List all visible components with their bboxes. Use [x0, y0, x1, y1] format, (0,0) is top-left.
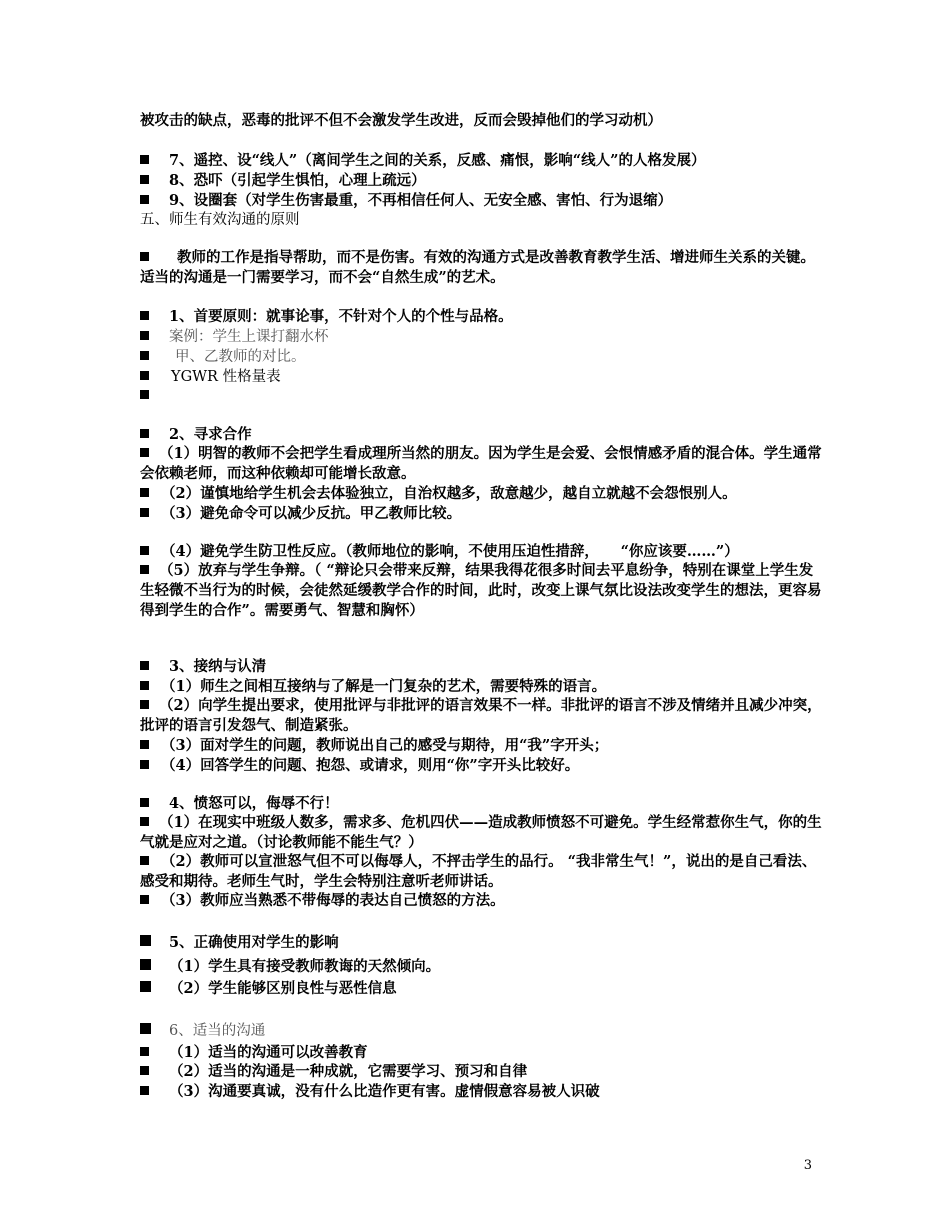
bullet-item: （1）适当的沟通可以改善教育 [140, 1043, 822, 1063]
square-bullet-icon [140, 195, 149, 204]
bullet-item: 7、遥控、设“线人”（离间学生之间的关系，反感、痛恨，影响“线人”的人格发展） [140, 151, 822, 171]
bullet-item: （4）避免学生防卫性反应。（教师地位的影响，不使用压迫性措辞， “你应该要……”） [140, 542, 822, 562]
square-bullet-icon [140, 856, 149, 865]
square-bullet-icon [140, 488, 149, 497]
bullet-item: YGWR 性格量表 [140, 367, 822, 387]
square-bullet-icon [140, 661, 149, 670]
bullet-item: （2）谨慎地给学生机会去体验独立，自治权越多，敌意越少，越自立就越不会怨恨别人。 [140, 484, 822, 504]
bullet-item: 5、正确使用对学生的影响 [140, 933, 822, 953]
square-bullet-icon [140, 681, 149, 690]
bullet-item: 3、接纳与认清 [140, 657, 822, 677]
square-bullet-icon [140, 935, 151, 946]
square-bullet-icon [140, 565, 149, 574]
bullet-item: （3）沟通要真诚，没有什么比造作更有害。虚情假意容易被人识破 [140, 1082, 822, 1102]
bullet-paragraph: （1）明智的教师不会把学生看成理所当然的朋友。因为学生是会爱、会恨情感矛盾的混合体。学生通常会依赖老师，而这种依赖却可能增长敌意。 [140, 445, 822, 482]
bullet-item: 9、设圈套（对学生伤害最重，不再相信任何人、无安全感、害怕、行为退缩） [140, 191, 822, 211]
square-bullet-icon [140, 351, 149, 360]
bullet-item: 甲、乙教师的对比。 [140, 347, 822, 367]
square-bullet-icon [140, 1023, 151, 1034]
square-bullet-icon [140, 508, 149, 517]
bullet-item: （1）师生之间相互接纳与了解是一门复杂的艺术，需要特殊的语言。 [140, 677, 822, 697]
bullet-item: （3）避免命令可以减少反抗。甲乙教师比较。 [140, 504, 822, 524]
bullet-item: 4、愤怒可以，侮辱不行！ [140, 794, 822, 814]
bullet-item-empty [140, 386, 822, 406]
bullet-item: 2、寻求合作 [140, 425, 822, 445]
bullet-item: （3）面对学生的问题，教师说出自己的感受与期待，用“我”字开头； [140, 736, 822, 756]
square-bullet-icon [140, 981, 151, 992]
section-heading: 五、师生有效沟通的原则 [140, 212, 300, 228]
square-bullet-icon [140, 448, 149, 457]
square-bullet-icon [140, 371, 149, 380]
square-bullet-icon [140, 175, 149, 184]
square-bullet-icon [140, 817, 149, 826]
square-bullet-icon [140, 1086, 149, 1095]
page-number: 3 [803, 1158, 812, 1173]
bullet-item: 6、适当的沟通 [140, 1021, 822, 1041]
bullet-item: （2）适当的沟通是一种成就，它需要学习、预习和自律 [140, 1062, 822, 1082]
square-bullet-icon [140, 155, 149, 164]
square-bullet-icon [140, 700, 149, 709]
bullet-item: 8、恐吓（引起学生惧怕，心理上疏远） [140, 171, 822, 191]
bullet-paragraph: （1）在现实中班级人数多，需求多、危机四伏——造成教师愤怒不可避免。学生经常惹你生气，你的生气就是应对之道。（讨论教师能不能生气？） [140, 814, 822, 851]
text-line: 被攻击的缺点，恶毒的批评不但不会激发学生改进，反而会毁掉他们的学习动机） [140, 112, 662, 129]
bullet-paragraph: （5）放弃与学生争辩。（ “辩论只会带来反辩，结果我得花很多时间去平息纷争，特别在课堂上学生发生轻微不当行为的时候，会徒然延缓教学合作的时间，此时，改变上课气氛比设法改变学生的想法，更容易得到学生的合作”。需要勇气、智慧和胸怀） [140, 562, 822, 619]
square-bullet-icon [140, 311, 149, 320]
bullet-item: 案例：学生上课打翻水杯 [140, 327, 822, 347]
bullet-item: （1）学生具有接受教师教诲的天然倾向。 [140, 957, 822, 977]
square-bullet-icon [140, 959, 151, 970]
square-bullet-icon [140, 546, 149, 555]
bullet-paragraph: （2）向学生提出要求，使用批评与非批评的语言效果不一样。非批评的语言不涉及情绪并且减少冲突，批评的语言引发怨气、制造紧张。 [140, 697, 822, 734]
bullet-paragraph: （2）教师可以宣泄怒气但不可以侮辱人，不抨击学生的品行。 “我非常生气！”，说出的是自己看法、感受和期待。老师生气时，学生会特别注意听老师讲话。 [140, 853, 817, 890]
square-bullet-icon [140, 252, 149, 261]
bullet-item: （4）回答学生的问题、抱怨、或请求，则用“你”字开头比较好。 [140, 756, 822, 776]
bullet-item: 1、首要原则：就事论事，不针对个人的个性与品格。 [140, 307, 822, 327]
square-bullet-icon [140, 331, 149, 340]
square-bullet-icon [140, 895, 149, 904]
square-bullet-icon [140, 760, 149, 769]
bullet-item: （3）教师应当熟悉不带侮辱的表达自己愤怒的方法。 [140, 891, 822, 911]
square-bullet-icon [140, 390, 149, 399]
bullet-paragraph: 教师的工作是指导帮助，而不是伤害。有效的沟通方式是改善教育教学生活、增进师生关系的关键。适当的沟通是一门需要学习，而不会“自然生成”的艺术。 [140, 249, 815, 286]
square-bullet-icon [140, 740, 149, 749]
square-bullet-icon [140, 798, 149, 807]
square-bullet-icon [140, 429, 149, 438]
bullet-item: （2）学生能够区别良性与恶性信息 [140, 979, 822, 999]
square-bullet-icon [140, 1066, 149, 1075]
square-bullet-icon [140, 1047, 149, 1056]
